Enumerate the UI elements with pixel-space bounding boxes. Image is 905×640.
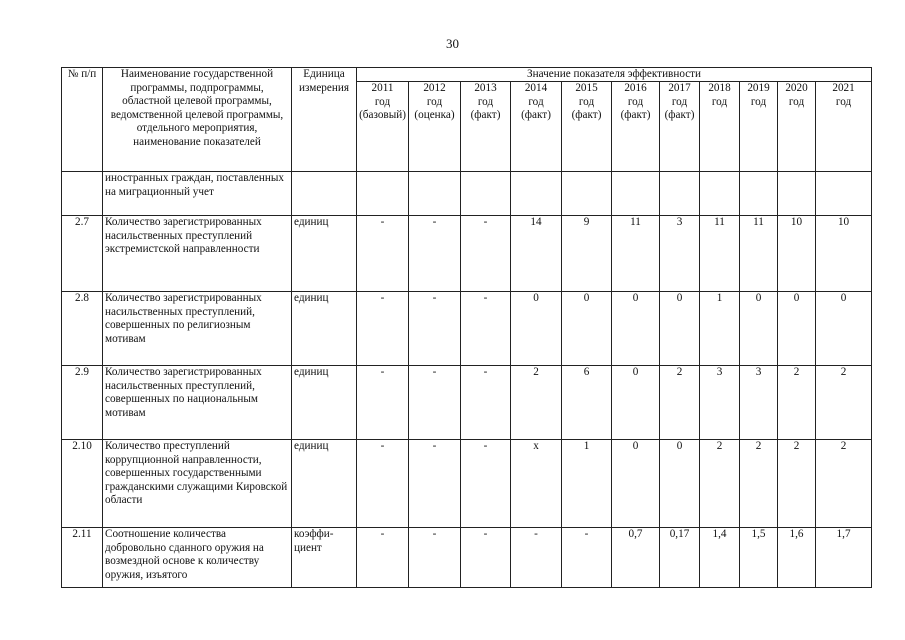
header-num: № п/п [62,68,103,172]
value-cell-2021: 0 [816,292,872,366]
value-cell-2015 [562,172,612,216]
indicator-name: Количество зарегистрированных насильственных преступлений, совершенных по национальным мотивам [103,366,292,440]
value-cell-2016: 0,7 [612,528,660,588]
value-cell-2012 [409,172,461,216]
value-cell-2021: 1,7 [816,528,872,588]
header-year-year: 2013 [474,82,497,94]
value-cell-2015: - [562,528,612,588]
value-cell-2019: 2 [740,440,778,528]
header-year-2013 [461,82,511,172]
value-cell-2018: 11 [700,216,740,292]
value-cell-2021 [816,172,872,216]
value-cell-2015: 0 [562,292,612,366]
header-year-year: 2016 [624,82,647,94]
header-year-year: 2014 [524,82,548,94]
value-cell-2021: 2 [816,366,872,440]
header-year-2017 [660,82,700,172]
value-cell-2015: 1 [562,440,612,528]
value-cell-2016: 0 [612,366,660,440]
header-year-2021 [816,82,872,172]
indicator-name: Соотношение количества добровольно сданного оружия на возмездной основе к количеству оружия, изъятого [103,528,292,588]
indicator-unit: единиц [292,440,357,528]
value-cell-2018 [700,172,740,216]
indicator-name: иностранных граждан, поставленных на миграционный учет [103,172,292,216]
value-cell-2019: 11 [740,216,778,292]
indicator-unit: единиц [292,292,357,366]
header-year-2020 [778,82,816,172]
row-number: 2.9 [62,366,103,440]
value-cell-2014: 0 [511,292,562,366]
value-cell-2016 [612,172,660,216]
header-year-year: 2019 [747,82,770,94]
row-number: 2.7 [62,216,103,292]
value-cell-2016: 0 [612,292,660,366]
value-cell-2020: 0 [778,292,816,366]
value-cell-2011: - [357,216,409,292]
value-cell-2017: 0,17 [660,528,700,588]
value-cell-2012: - [409,528,461,588]
header-unit: Единица измерения [292,68,357,172]
header-year-line3: (факт) [470,109,501,122]
indicator-name: Количество зарегистрированных насильственных преступлений экстремистской направленности [103,216,292,292]
header-year-line2: год [711,95,728,108]
header-year-2019 [740,82,778,172]
value-cell-2011: - [357,528,409,588]
header-year-line3: (факт) [571,109,602,122]
header-name: Наименование государственной программы, подпрограммы, областной целевой программы, ведомственной целевой программы, отдельного мероприятия, наименование показателей [103,68,292,172]
value-cell-2013: - [461,292,511,366]
header-year-year: 2020 [785,82,808,94]
row-number: 2.10 [62,440,103,528]
header-year-year: 2011 [371,82,394,94]
indicator-unit: коэффи-циент [292,528,357,588]
value-cell-2017 [660,172,700,216]
value-cell-2020: 10 [778,216,816,292]
value-cell-2019: 1,5 [740,528,778,588]
header-values-group: Значение показателя эффективности [357,68,872,82]
indicator-unit [292,172,357,216]
value-cell-2018: 2 [700,440,740,528]
table-body [62,172,872,588]
value-cell-2021: 10 [816,216,872,292]
value-cell-2018: 1,4 [700,528,740,588]
efficiency-indicators-table [61,67,872,588]
table-row [62,528,872,588]
indicator-name: Количество зарегистрированных насильственных преступлений, совершенных по религиозным мотивам [103,292,292,366]
header-year-line3: (факт) [664,109,695,122]
value-cell-2016: 11 [612,216,660,292]
table-header [62,68,872,172]
value-cell-2013: - [461,216,511,292]
value-cell-2011: - [357,440,409,528]
value-cell-2021: 2 [816,440,872,528]
header-year-line2: год [835,95,852,108]
value-cell-2017: 2 [660,366,700,440]
value-cell-2018: 1 [700,292,740,366]
header-year-year: 2017 [668,82,691,94]
header-year-line2: год [671,95,688,108]
value-cell-2020: 2 [778,366,816,440]
header-year-line2: год [426,95,443,108]
value-cell-2012: - [409,366,461,440]
value-cell-2013: - [461,366,511,440]
header-year-line2: год [788,95,805,108]
header-year-year: 2015 [575,82,598,94]
row-number [62,172,103,216]
value-cell-2014: x [511,440,562,528]
header-year-2015 [562,82,612,172]
value-cell-2013 [461,172,511,216]
header-year-line2: год [750,95,767,108]
header-year-year: 2018 [708,82,731,94]
value-cell-2018: 3 [700,366,740,440]
table-row [62,440,872,528]
value-cell-2011: - [357,292,409,366]
row-number: 2.11 [62,528,103,588]
value-cell-2019 [740,172,778,216]
value-cell-2013: - [461,440,511,528]
table-row [62,216,872,292]
value-cell-2020: 2 [778,440,816,528]
indicator-name: Количество преступлений коррупционной направленности, совершенных государственными гражданскими служащими Кировской области [103,440,292,528]
value-cell-2013: - [461,528,511,588]
value-cell-2020 [778,172,816,216]
header-year-2012 [409,82,461,172]
value-cell-2014: - [511,528,562,588]
header-year-2018 [700,82,740,172]
value-cell-2011 [357,172,409,216]
value-cell-2011: - [357,366,409,440]
header-year-line3: (оценка) [414,109,455,122]
header-year-2011 [357,82,409,172]
value-cell-2017: 0 [660,292,700,366]
value-cell-2012: - [409,440,461,528]
value-cell-2015: 6 [562,366,612,440]
header-year-2016 [612,82,660,172]
indicator-unit: единиц [292,366,357,440]
header-year-line2: год [528,95,544,108]
value-cell-2020: 1,6 [778,528,816,588]
indicator-unit: единиц [292,216,357,292]
header-year-2014 [511,82,562,172]
header-year-year: 2012 [423,82,446,94]
header-year-line2: год [374,95,391,108]
header-year-line3: (факт) [620,109,651,122]
row-number: 2.8 [62,292,103,366]
value-cell-2014: 14 [511,216,562,292]
value-cell-2012: - [409,216,461,292]
value-cell-2017: 0 [660,440,700,528]
value-cell-2012: - [409,292,461,366]
value-cell-2017: 3 [660,216,700,292]
value-cell-2014: 2 [511,366,562,440]
value-cell-2015: 9 [562,216,612,292]
table-row [62,292,872,366]
header-year-line2: год [578,95,595,108]
table-row [62,366,872,440]
header-year-line3: (факт) [521,109,551,122]
page-number: 30 [446,36,459,51]
value-cell-2019: 3 [740,366,778,440]
value-cell-2019: 0 [740,292,778,366]
table-row [62,172,872,216]
header-year-line3: (базовый) [359,109,406,122]
value-cell-2016: 0 [612,440,660,528]
header-year-line2: год [477,95,494,108]
value-cell-2014 [511,172,562,216]
header-year-year: 2021 [832,82,855,94]
header-year-line2: год [627,95,644,108]
